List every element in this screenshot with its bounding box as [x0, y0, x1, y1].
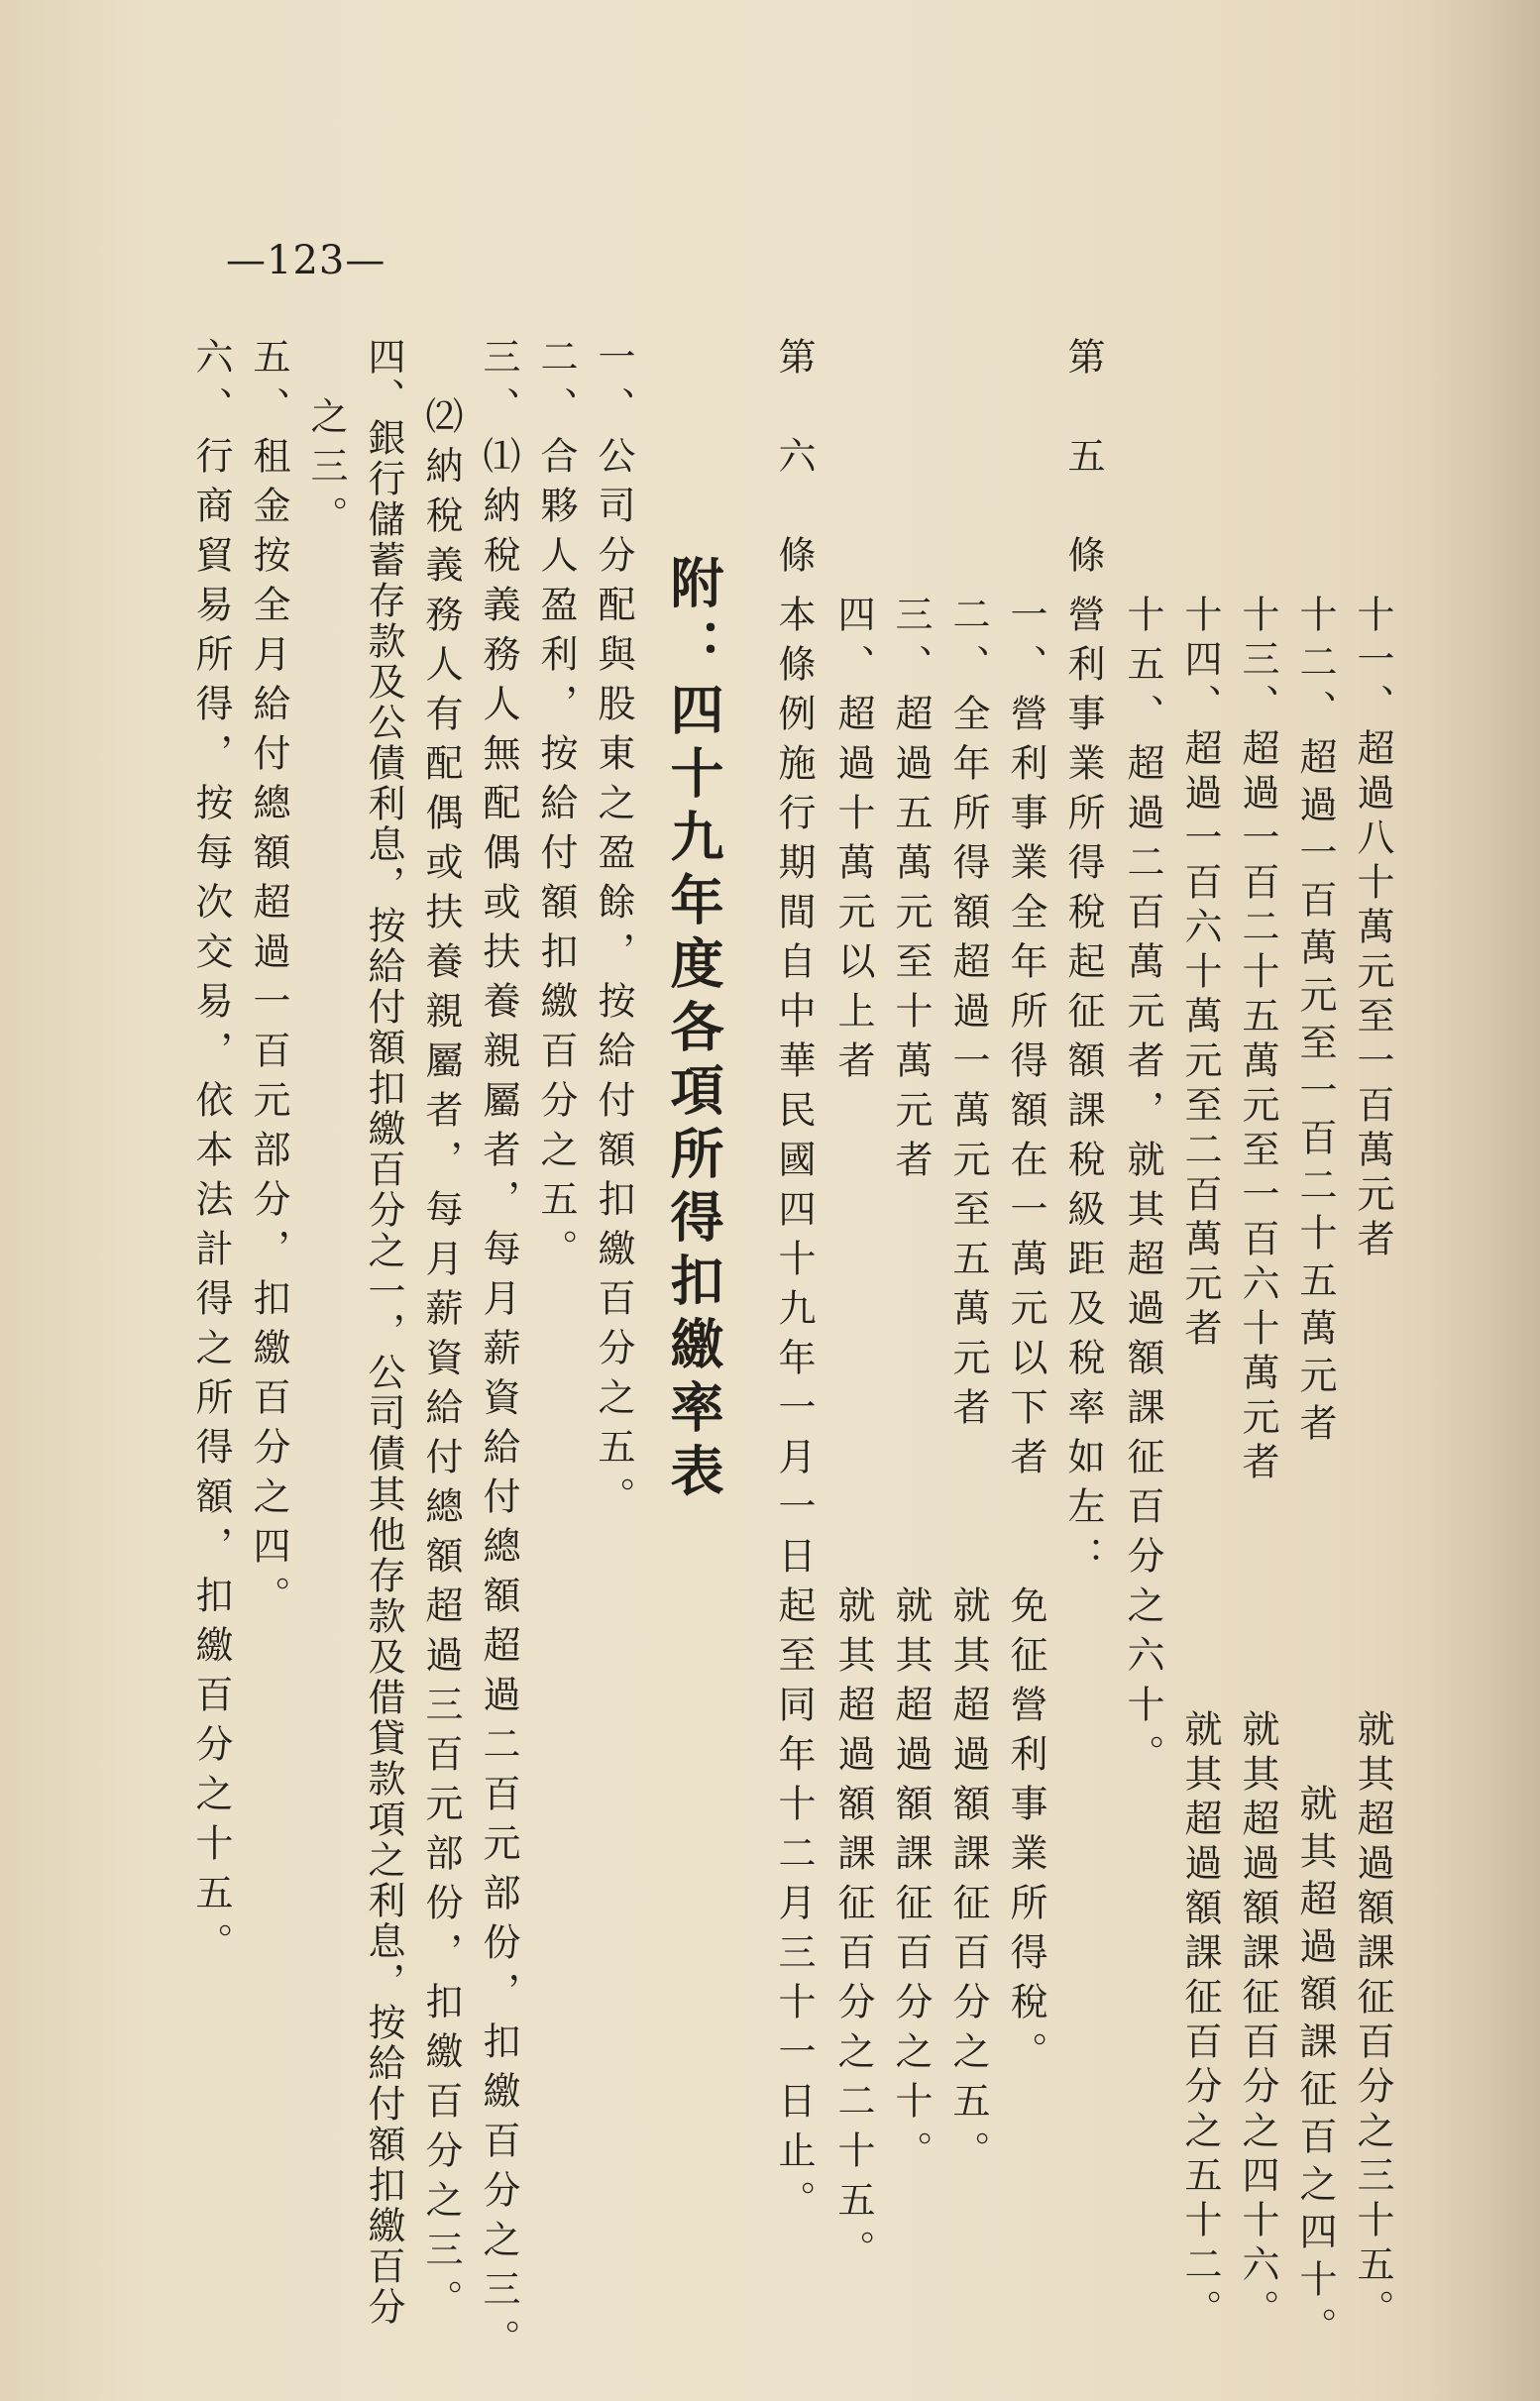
text-column: 第 五 條 [1061, 337, 1105, 585]
text-column: 本條例施行期間自中華民國四十九年一月一日起至同年十二月三十一日止。 [772, 595, 816, 2230]
text-column: ⑵納稅義務人有配偶或扶養親屬者，每月薪資給付總額超過三百元部份，扣繳百分之三。 [419, 396, 463, 2329]
page-edge-shadow [1427, 0, 1540, 2401]
text-column: 十五、超過二百萬元者，就其超過額課征百分之六十。 [1121, 595, 1164, 1784]
text-column: 十三、超過一百二十五萬元至一百六十萬元者 就其超過額課征百分之四十六。 [1236, 595, 1279, 2334]
text-column: 五、租金按全月給付總額超過一百元部分，扣繳百分之四。 [247, 337, 290, 1625]
text-column: 四、超過十萬元以上者 就其超過額課征百分之二十五。 [831, 595, 875, 2279]
text-column: 第 六 條 [772, 337, 816, 585]
text-column: 一、營利事業全年所得額在一萬元以下者 免征營利事業所得稅。 [1004, 595, 1047, 2081]
text-column: 二、全年所得額超過一萬元至五萬元者 就其超過額課征百分之五。 [946, 595, 990, 2180]
text-column: 十四、超過一百六十萬元至二百萬元者 就其超過額課征百分之五十二。 [1178, 595, 1222, 2334]
text-column: 四、銀行儲蓄存款及公債利息，按給付額扣繳百分之一，公司債其他存款及借貸款項之利息，按給付額扣繳百分 [362, 337, 405, 2328]
text-column: 十二、超過一百萬元至一百二十五萬元者 就其超過額課征百之四十。 [1293, 595, 1337, 2354]
text-column: 三、超過五萬元至十萬元者 就其超過額課征百分之十。 [889, 595, 933, 2180]
text-column: 一、公司分配與股東之盈餘，按給付額扣繳百分之五。 [592, 337, 635, 1526]
page-number: —123— [226, 238, 386, 283]
text-column: 六、行商貿易所得，按每次交易，依本法計得之所得額，扣繳百分之十五。 [189, 337, 233, 1972]
text-column: 營利事業所得稅起征額課稅級距及稅率如左： [1061, 595, 1105, 1585]
text-column: 十一、超過八十萬元至一百萬元者 就其超過額課征百分之三十五。 [1351, 595, 1394, 2334]
text-column: 之三。 [304, 396, 348, 545]
text-column: 三、⑴納稅義務人無配偶或扶養親屬者，每月薪資給付總額超過二百元部份，扣繳百分之三。 [477, 337, 520, 2368]
text-column: 二、合夥人盈利，按給付額扣繳百分之五。 [534, 337, 578, 1278]
appendix-heading: 附：四十九年度各項所得扣繳率表 [662, 555, 725, 1506]
